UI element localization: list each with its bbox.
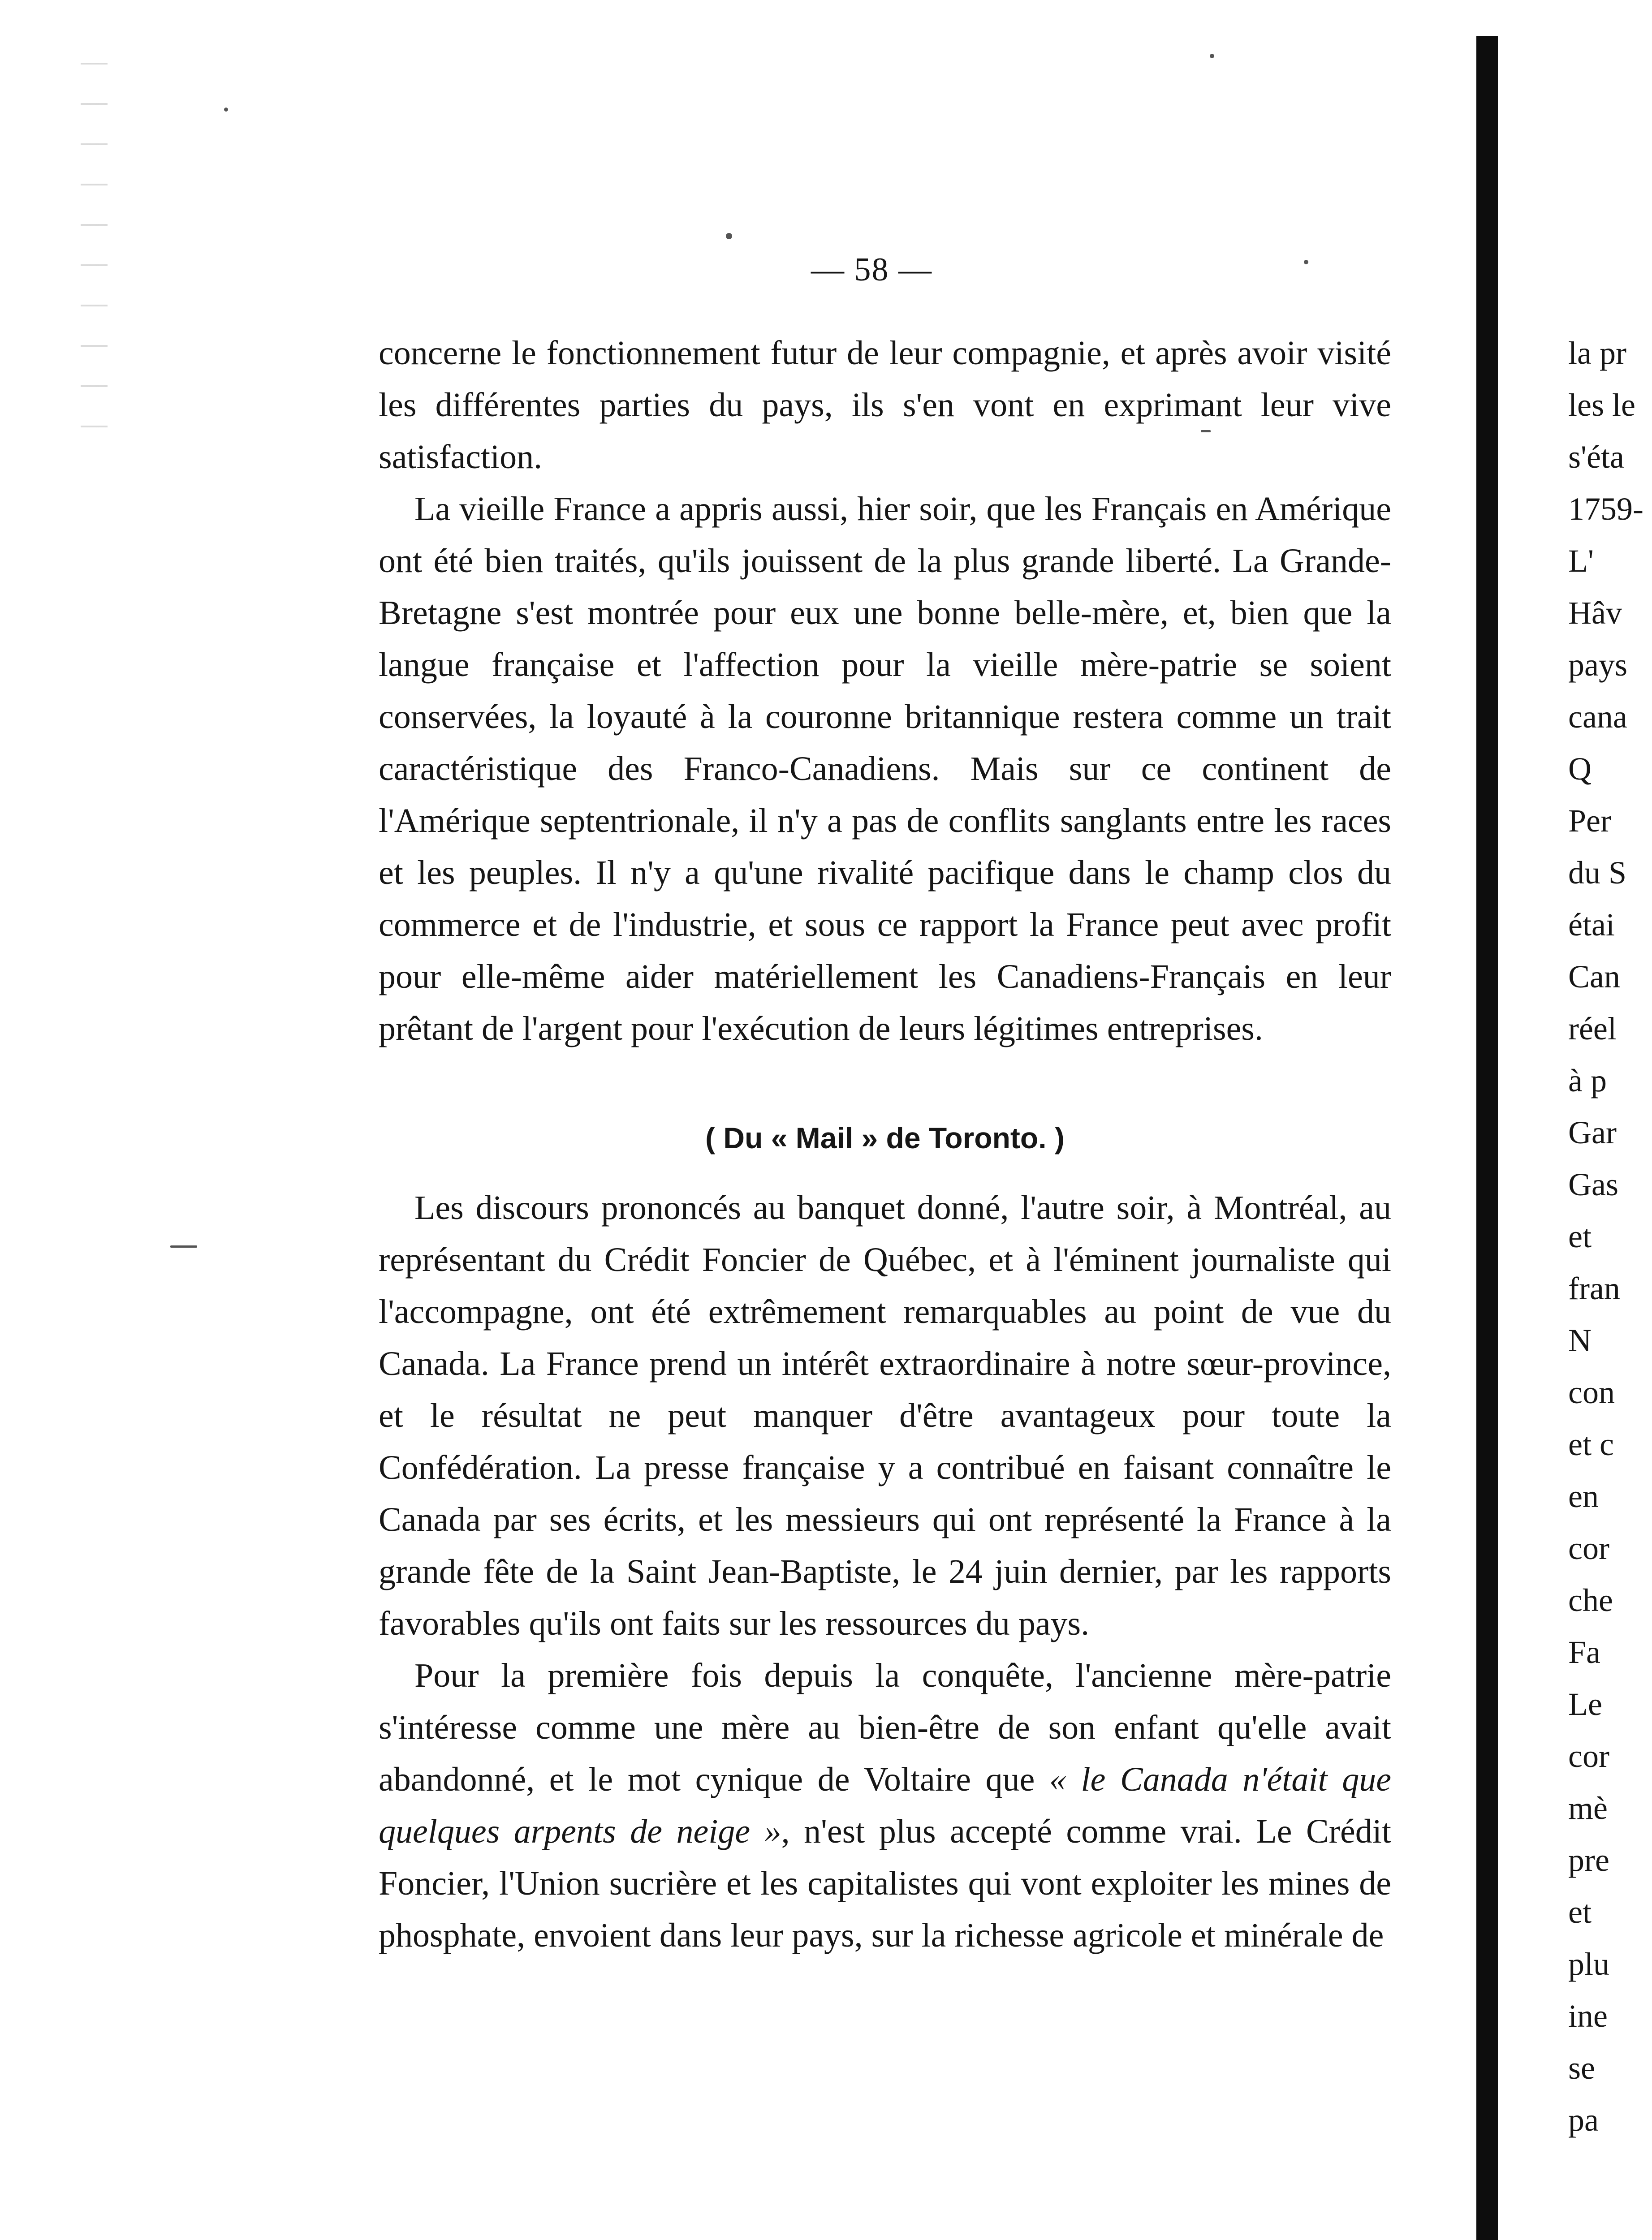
page-number: — 58 — <box>811 251 932 288</box>
margin-fragment: Le <box>1568 1686 1602 1722</box>
margin-fragment: con <box>1568 1374 1615 1410</box>
margin-fragment: s'éta <box>1568 439 1624 475</box>
adjacent-page-fragments <box>1568 327 1652 2146</box>
ink-dash <box>170 1245 197 1248</box>
paragraph-text-before: Pour la première fois depuis la conquête, l'ancienne mère-patrie s'intéresse comme une mère au bien-être de son enfant qu'elle avait abandonné, et le mot cynique de Voltaire que <box>379 1657 1391 1798</box>
ink-dash <box>1201 430 1211 432</box>
margin-fragment: Gas <box>1568 1167 1618 1202</box>
margin-fragment: plu <box>1568 1946 1610 1982</box>
paragraph-text-after: , n'est plus accepté comme vrai. Le Crédit Foncier, l'Union sucrière et les capitalistes qui vont exploiter les mines de phosphate, envoient dans leur pays, sur la richesse agricole et minérale de <box>379 1813 1391 1954</box>
margin-fragment: du S <box>1568 855 1627 891</box>
paragraph-discours: Les discours prononcés au banquet donné, l'autre soir, à Montréal, au représentant du Crédit Foncier de Québec, et à l'éminent journaliste qui l'accompagne, ont été extrêmement remarquables au point de vue du Canada. La France prend un intérêt extraordinaire à notre sœur-province, et le résultat ne peut manquer d'être avantageux pour toute la Confédération. La presse française y a contribué en faisant connaître le Canada par ses écrits, et les messieurs qui ont représenté la France à la grande fête de la Saint Jean-Baptiste, le 24 juin dernier, par les rapports favorables qu'ils ont faits sur les ressources du pays. <box>379 1189 1391 1642</box>
margin-fragment: cor <box>1568 1530 1609 1566</box>
ink-speck <box>224 108 228 112</box>
margin-fragment: et <box>1568 1894 1592 1930</box>
paragraph-premiere-fois <box>379 1650 1391 1961</box>
margin-fragment: Q <box>1568 751 1592 787</box>
page-gutter-divider <box>1476 36 1498 2240</box>
margin-fragment: Fa <box>1568 1634 1600 1670</box>
margin-fragment: cana <box>1568 699 1627 735</box>
margin-fragment: et c <box>1568 1426 1614 1462</box>
scan-edge-marks <box>81 45 108 448</box>
ink-speck <box>726 233 732 239</box>
margin-fragment: étai <box>1568 907 1615 943</box>
margin-fragment: cor <box>1568 1738 1609 1774</box>
margin-fragment: che <box>1568 1582 1613 1618</box>
paragraph-vieille-france: La vieille France a appris aussi, hier soir, que les Français en Amérique ont été bien traités, qu'ils jouissent de la plus grande liberté. La Grande-Bretagne s'est montrée pour eux une bonne belle-mère, et, bien que la langue française et l'affection pour la vieille mère-patrie se soient conservées, la loyauté à la couronne britannique restera comme un trait caractéristique des Franco-Canadiens. Mais sur ce continent de l'Amérique septentrionale, il n'y a pas de conflits sanglants entre les races et les peuples. Il n'y a qu'une rivalité pacifique dans le champ clos du commerce et de l'industrie, et sous ce rapport la France peut avec profit pour elle-même aider matériellement les Canadiens-Français en leur prêtant de l'argent pour l'exécution de leurs légitimes entreprises. <box>379 490 1391 1047</box>
margin-fragment: et <box>1568 1219 1592 1254</box>
margin-fragment: se <box>1568 2050 1595 2086</box>
margin-fragment: réel <box>1568 1011 1617 1047</box>
margin-fragment: N <box>1568 1322 1592 1358</box>
voltaire-quote: « le Canada n'était que quelques arpents de neige » <box>379 1761 1391 1850</box>
margin-fragment: 1759- <box>1568 491 1643 527</box>
margin-fragment: pa <box>1568 2102 1599 2138</box>
margin-fragment: Gar <box>1568 1115 1617 1150</box>
ink-speck <box>1210 54 1214 58</box>
section-heading: ( Du « Mail » de Toronto. ) <box>705 1121 1065 1154</box>
margin-fragment: pre <box>1568 1842 1609 1878</box>
margin-fragment: mè <box>1568 1790 1608 1826</box>
margin-fragment: Hâv <box>1568 595 1622 631</box>
margin-fragment: pays <box>1568 647 1627 683</box>
main-text-column <box>379 327 1391 1961</box>
margin-fragment: ine <box>1568 1998 1608 2034</box>
margin-fragment: en <box>1568 1478 1599 1514</box>
ink-speck <box>1304 260 1308 264</box>
margin-fragment: Per <box>1568 803 1611 839</box>
margin-fragment: les le <box>1568 387 1635 423</box>
margin-fragment: à p <box>1568 1063 1607 1098</box>
margin-fragment: L' <box>1568 543 1594 579</box>
paragraph-continued: concerne le fonctionnement futur de leur compagnie, et après avoir visité les différentes parties du pays, ils s'en vont en exprimant leur vive satisfaction. <box>379 334 1391 476</box>
margin-fragment: la pr <box>1568 335 1626 371</box>
margin-fragment: Can <box>1568 959 1620 995</box>
margin-fragment: fran <box>1568 1271 1620 1306</box>
